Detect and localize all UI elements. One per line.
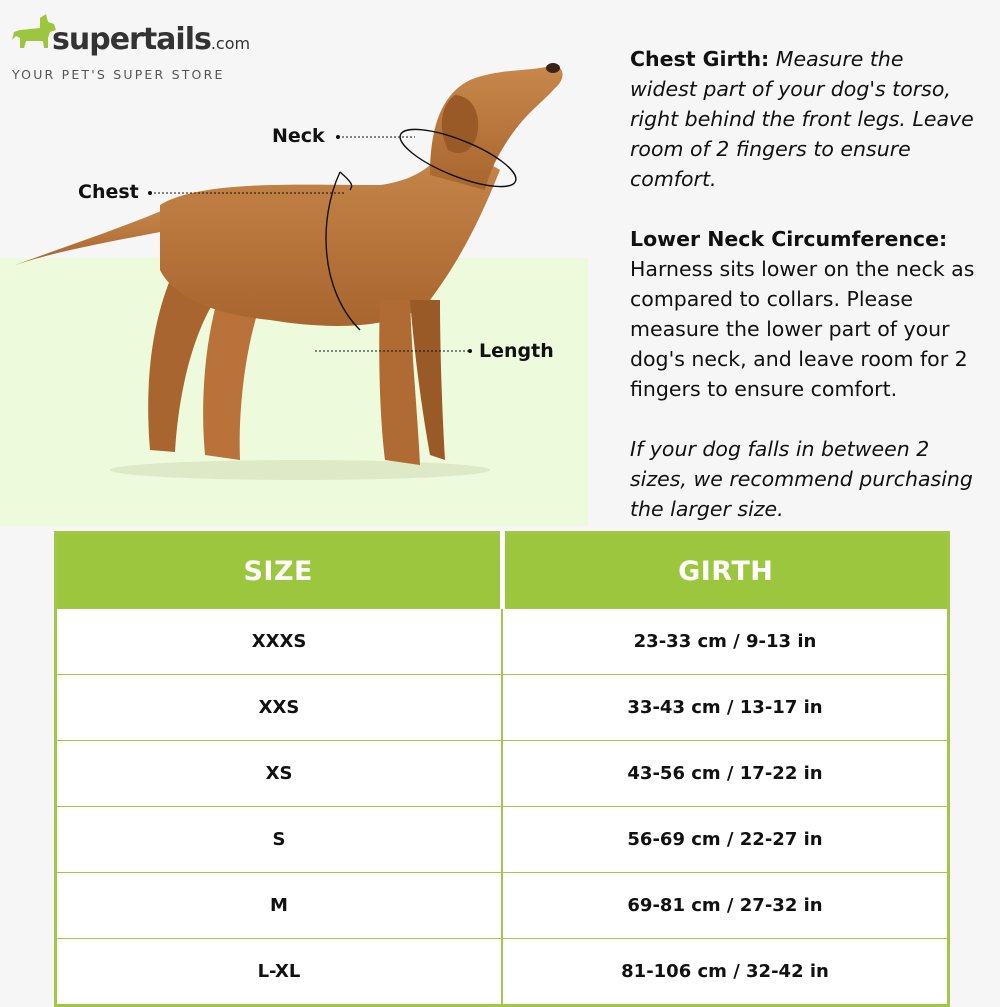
brand-tagline: YOUR PET'S SUPER STORE xyxy=(12,67,225,82)
size-cell: L-XL xyxy=(56,939,503,1006)
girth-column-header: GIRTH xyxy=(502,533,949,609)
girth-cell: 23-33 cm / 9-13 in xyxy=(502,609,949,675)
girth-cell: 56-69 cm / 22-27 in xyxy=(502,807,949,873)
chest-girth-title: Chest Girth: xyxy=(630,47,770,71)
girth-cell: 33-43 cm / 13-17 in xyxy=(502,675,949,741)
table-row xyxy=(56,609,949,675)
size-cell: S xyxy=(56,807,503,873)
length-label: Length xyxy=(479,340,554,362)
lower-neck-text: Harness sits lower on the neck as compared to collars. Please measure the lower part of your dog's neck, and leave room for 2 fingers to ensure comfort. xyxy=(630,257,975,401)
size-note: If your dog falls in between 2 sizes, we recommend purchasing the larger size. xyxy=(630,437,973,521)
size-cell: XXS xyxy=(56,675,503,741)
size-column-header: SIZE xyxy=(56,533,503,609)
size-cell: XXXS xyxy=(56,609,503,675)
table-row xyxy=(56,741,949,807)
size-chart-table xyxy=(54,531,950,1007)
size-cell: XS xyxy=(56,741,503,807)
table-row xyxy=(56,807,949,873)
size-note-paragraph xyxy=(630,434,975,524)
girth-cell: 81-106 cm / 32-42 in xyxy=(502,939,949,1006)
brand-name: supertails.com xyxy=(52,22,251,57)
table-row xyxy=(56,873,949,939)
neck-label: Neck xyxy=(272,125,325,147)
chest-girth-paragraph xyxy=(630,44,975,194)
table-row xyxy=(56,939,949,1006)
table-header-row xyxy=(56,533,949,609)
chest-label: Chest xyxy=(78,181,139,203)
lower-neck-paragraph xyxy=(630,224,975,404)
dog-illustration xyxy=(0,40,590,490)
lower-neck-title: Lower Neck Circumference: xyxy=(630,227,948,251)
measurement-instructions xyxy=(630,44,975,554)
size-cell: M xyxy=(56,873,503,939)
girth-cell: 43-56 cm / 17-22 in xyxy=(502,741,949,807)
chest-girth-text: Measure the widest part of your dog's torso, right behind the front legs. Leave room of 2 fingers to ensure comfort. xyxy=(630,47,974,191)
girth-cell: 69-81 cm / 27-32 in xyxy=(502,873,949,939)
table-row xyxy=(56,675,949,741)
